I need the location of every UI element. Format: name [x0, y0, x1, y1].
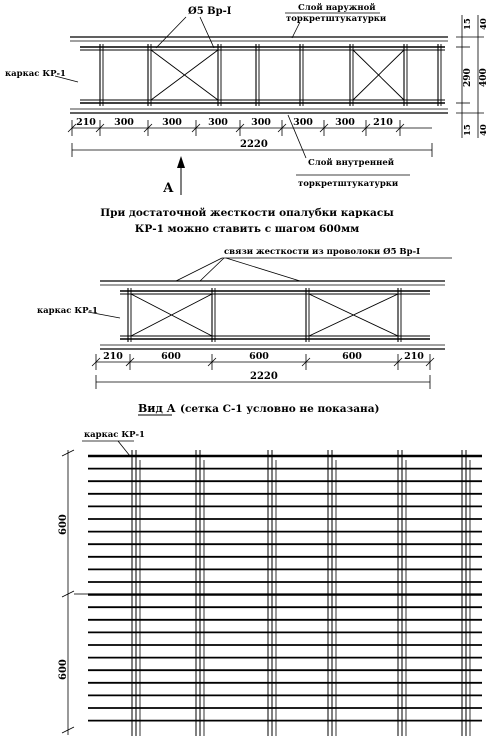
s1-dim-value-3: 300: [208, 117, 228, 128]
view-a-dim-lower: 600: [58, 659, 69, 680]
s1-dim-value-1: 300: [114, 117, 134, 128]
frame-1-verticals: [100, 44, 441, 106]
s2-dim-value-3: 600: [342, 351, 362, 362]
s1-dim-value-0: 210: [76, 117, 96, 128]
view-a-horizontal-rods: [88, 456, 482, 721]
outer-layer-label-2: торкретштукатурки: [286, 14, 387, 24]
view-a-title: Вид А: [138, 402, 176, 415]
s2-dim-value-0: 210: [103, 351, 123, 362]
dim-chain-2: [92, 351, 434, 370]
view-arrow-head: [177, 156, 185, 168]
s2-dim-value-4: 210: [404, 351, 424, 362]
s1-dim-value-2: 300: [162, 117, 182, 128]
wire-leader-left: [156, 17, 186, 48]
section-1: [5, 2, 489, 196]
s1-dim-value-4: 300: [251, 117, 271, 128]
right-dims: [456, 15, 489, 138]
dim-40-bottom: 40: [479, 124, 489, 136]
frame-label-3: каркас КР-1: [84, 430, 145, 440]
dim-290: 290: [463, 68, 473, 87]
frame-leader-1: [55, 76, 78, 82]
ties-leader-3: [226, 258, 300, 281]
dim-400: 400: [479, 68, 489, 87]
view-marker: А: [163, 181, 174, 196]
dim-15-bottom: 15: [463, 124, 473, 136]
note-line-2: КР-1 можно ставить с шагом 600мм: [134, 223, 360, 235]
s2-dim-value-2: 600: [249, 351, 269, 362]
frame-label-2: каркас КР-1: [37, 306, 98, 316]
total-dim-1: 2220: [240, 139, 268, 150]
view-a-dim-upper: 600: [58, 514, 69, 535]
view-a: [58, 402, 482, 736]
s2-dim-value-1: 600: [161, 351, 181, 362]
frame-label-1: каркас КР-1: [5, 69, 66, 79]
dim-40-top: 40: [479, 18, 489, 30]
ties-leader-1: [176, 258, 222, 281]
frame-2-verticals: [128, 288, 401, 342]
s1-dim-value-7: 210: [373, 117, 393, 128]
s1-dim-value-6: 300: [335, 117, 355, 128]
frame-leader-3: [118, 441, 130, 456]
note: [100, 207, 394, 235]
note-line-1: При достаточной жесткости опалубки каркасы: [100, 207, 394, 219]
dim-chain-1: [68, 117, 404, 136]
wire-label: Ø5 Вр-I: [188, 6, 232, 17]
wire-leader-right: [200, 17, 214, 48]
total-dim-2: 2220: [250, 371, 278, 382]
outer-layer-label-1: Слой наружной: [298, 3, 376, 13]
view-a-subtitle: (сетка С-1 условно не показана): [180, 403, 380, 415]
inner-layer-label-1: Слой внутренней: [308, 158, 395, 168]
dim-15-top: 15: [463, 18, 473, 30]
inner-layer-label-2: торкретштукатурки: [298, 179, 399, 189]
section-2: [37, 246, 452, 389]
ties-leader-2: [200, 258, 224, 281]
ties-label: связи жесткости из проволоки Ø5 Вр-I: [224, 247, 421, 257]
outer-leader: [292, 22, 300, 38]
s1-dim-value-5: 300: [293, 117, 313, 128]
